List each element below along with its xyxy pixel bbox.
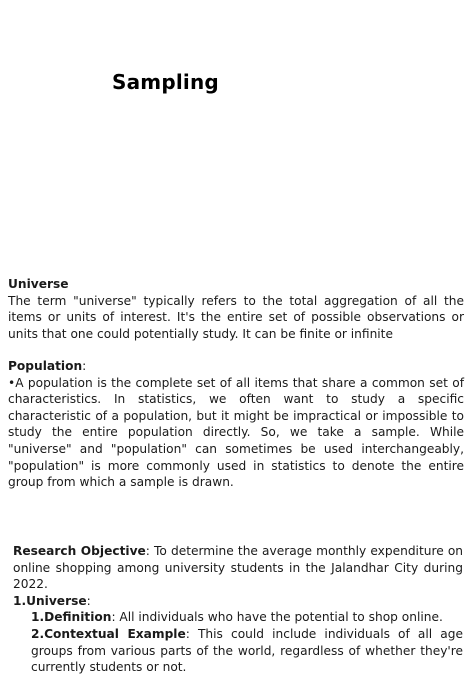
research-section [13,543,463,676]
universe-text: The term "universe" typically refers to the total aggregation of all the items or units of interest. It's the entire set of possible observations or units that one could potentially study. It can be finite or infinite [8,293,464,341]
contextual-example-item [13,626,463,676]
definition-item [13,609,463,626]
research-objective-label: Research Objective [13,544,146,558]
population-heading-line [8,358,464,375]
population-colon: : [82,359,87,373]
population-text: •A population is the complete set of all items that share a common set of characteristics. In statistics, we often want to study a specific characteristic of a population, but it might be impractical or impossible to study the entire population directly. So, we take a sample. While "universe" and "population" can sometimes be used interchangeably, "population" is more commonly used in statistics to denote the entire group from which a sample is drawn. [8,375,464,490]
universe-item [13,593,463,610]
universe-item-colon: : [86,593,91,608]
research-objective [13,543,463,593]
population-heading: Population [8,359,83,373]
page-title: Sampling [112,70,219,94]
universe-heading: Universe [8,277,69,291]
contextual-example-label: 2.Contextual Example [31,626,186,641]
universe-section [8,276,464,342]
contextual-example-text: : This could include individuals of all age groups from various parts of the world, regardless of whether they're currently students or not. [31,626,464,675]
universe-item-label: 1.Universe [13,593,87,608]
research-objective-text: : To determine the average monthly expenditure on online shopping among university students in the Jalandhar City during 2022. [13,544,464,592]
definition-label: 1.Definition [31,610,112,625]
definition-text: : All individuals who have the potential to shop online. [111,610,443,625]
population-section [8,358,464,491]
